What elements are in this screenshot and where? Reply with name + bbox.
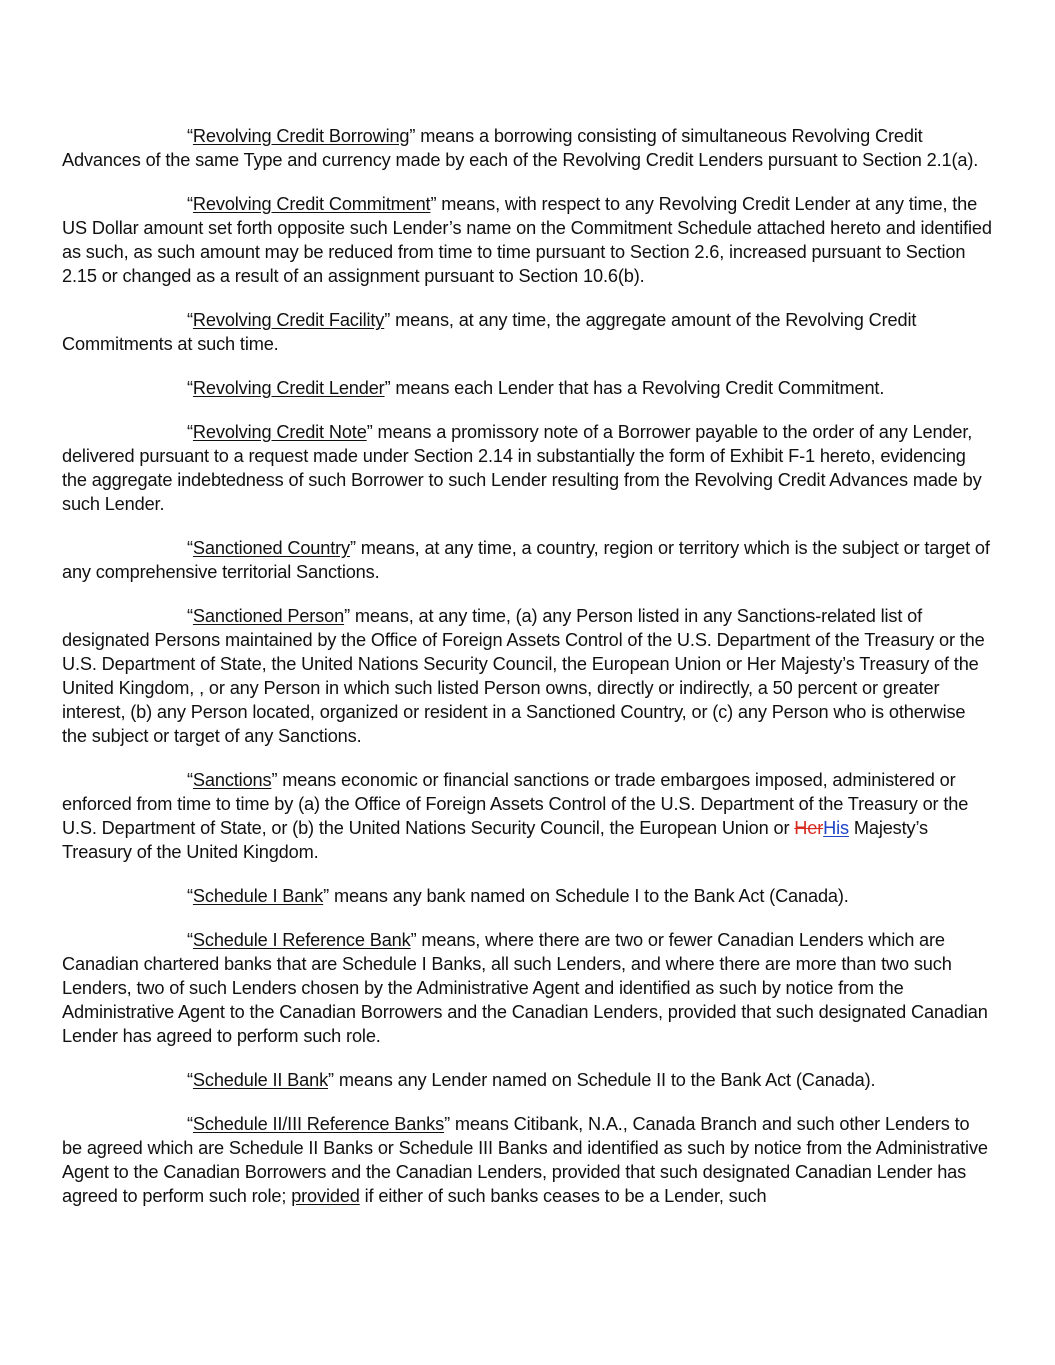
close-quote: ” (323, 886, 330, 906)
close-quote: ” (328, 1070, 334, 1090)
defined-term: Schedule II Bank (192, 1070, 329, 1090)
definition-schedule-ii-bank (62, 1068, 992, 1092)
defined-term: Sanctioned Country (192, 538, 350, 558)
definition-text-tail: Majesty’s Treasury of the United Kingdom. (62, 818, 928, 862)
definition-sanctioned-country (62, 536, 992, 584)
tracked-insertion: His (823, 818, 849, 838)
open-quote: “ (187, 310, 193, 330)
defined-term: Revolving Credit Lender (192, 378, 385, 398)
defined-term: Schedule II/III Reference Banks (192, 1114, 445, 1134)
tracked-deletion: Her (794, 818, 824, 838)
close-quote: ” (444, 1114, 450, 1134)
open-quote: “ (187, 606, 193, 626)
definition-revolving-credit-commitment (62, 192, 992, 288)
definition-revolving-credit-facility (62, 308, 992, 356)
definition-schedule-ii-iii-reference-banks (62, 1112, 992, 1208)
definition-revolving-credit-note (62, 420, 992, 516)
definition-text: means each Lender that has a Revolving Credit Commitment. (390, 378, 885, 398)
open-quote: “ (187, 126, 193, 146)
close-quote: ” (344, 606, 350, 626)
defined-term: Revolving Credit Borrowing (192, 126, 410, 146)
open-quote: “ (187, 930, 193, 950)
definition-text: means any bank named on Schedule I to the Bank Act (Canada). (329, 886, 849, 906)
open-quote: “ (187, 770, 193, 790)
definition-text: means, at any time, a country, region or territory which is the subject or target of any comprehensive territorial Sanctions. (62, 538, 990, 582)
close-quote: ” (349, 538, 356, 558)
close-quote: ” (366, 422, 373, 442)
definition-text: means economic or financial sanctions or trade embargoes imposed, administered or enforced from time to time by (a) the Office of Foreign Assets Control of the U.S. Department of the Treasury or the U.S. Department of State, or (b) the United Nations Security Council, the European Union or (62, 770, 969, 838)
open-quote: “ (187, 1114, 193, 1134)
definition-text: means, where there are two or fewer Canadian Lenders which are Canadian chartered banks that are Schedule I Banks, all such Lenders, and where there are more than two such Lenders, two of such Lenders chosen by the Administrative Agent and identified as such by notice from the Administrative Agent to the Canadian Borrowers and the Canadian Lenders, provided that such designated Canadian Lender has agreed to perform such role. (62, 930, 988, 1046)
open-quote: “ (187, 538, 193, 558)
definition-sanctioned-person (62, 604, 992, 748)
close-quote: ” (410, 930, 417, 950)
defined-term: Sanctions (192, 770, 272, 790)
underlined-proviso: provided (291, 1186, 360, 1206)
document-page (62, 124, 992, 1228)
definition-text-tail: if either of such banks ceases to be a Lender, such (359, 1186, 767, 1206)
close-quote: ” (409, 126, 416, 146)
close-quote: ” (384, 310, 391, 330)
definition-text: means a promissory note of a Borrower payable to the order of any Lender, delivered pursuant to a request made under Section 2.14 in substantially the form of Exhibit F-1 hereto, evidencing the aggregate indebtedness of such Borrower to such Lender resulting from the Revolving Credit Advances made by such Lender. (62, 422, 982, 514)
close-quote: ” (271, 770, 278, 790)
defined-term: Sanctioned Person (192, 606, 345, 626)
open-quote: “ (187, 194, 193, 214)
open-quote: “ (187, 886, 193, 906)
definition-text: means, with respect to any Revolving Credit Lender at any time, the US Dollar amount set forth opposite such Lender’s name on the Commitment Schedule attached hereto and identified as such, as such amount may be reduced from time to time pursuant to Section 2.6, increased pursuant to Section 2.15 or changed as a result of an assignment pursuant to Section 10.6(b). (62, 194, 992, 286)
defined-term: Schedule I Reference Bank (192, 930, 411, 950)
definition-revolving-credit-lender (62, 376, 992, 400)
open-quote: “ (187, 378, 193, 398)
definition-text: means any Lender named on Schedule II to the Bank Act (Canada). (333, 1070, 876, 1090)
defined-term: Revolving Credit Note (192, 422, 367, 442)
definition-revolving-credit-borrowing (62, 124, 992, 172)
definition-text: means Citibank, N.A., Canada Branch and such other Lenders to be agreed which are Schedule II Banks or Schedule III Banks and identified as such by notice from the Administrative Agent to the Canadian Borrowers and the Canadian Lenders, provided that such designated Canadian Lender has agreed to perform such role; (62, 1114, 988, 1206)
definition-text: means a borrowing consisting of simultaneous Revolving Credit Advances of the same Type and currency made by each of the Revolving Credit Lenders pursuant to Section 2.1(a). (62, 126, 979, 170)
open-quote: “ (187, 422, 193, 442)
defined-term: Schedule I Bank (192, 886, 324, 906)
definition-sanctions (62, 768, 992, 864)
definition-text: means, at any time, (a) any Person listed in any Sanctions-related list of designated Persons maintained by the Office of Foreign Assets Control of the U.S. Department of the Treasury or the U.S. Department of State, the United Nations Security Council, the European Union or Her Majesty’s Treasury of the United Kingdom, , or any Person in which such listed Person owns, directly or indirectly, a 50 percent or greater interest, (b) any Person located, organized or resident in a Sanctioned Country, or (c) any Person who is otherwise the subject or target of any Sanctions. (62, 606, 985, 746)
defined-term: Revolving Credit Facility (192, 310, 385, 330)
definition-schedule-i-reference-bank (62, 928, 992, 1048)
close-quote: ” (384, 378, 391, 398)
open-quote: “ (187, 1070, 193, 1090)
defined-term: Revolving Credit Commitment (192, 194, 431, 214)
close-quote: ” (430, 194, 437, 214)
definition-schedule-i-bank (62, 884, 992, 908)
definition-text: means, at any time, the aggregate amount of the Revolving Credit Commitments at such time. (62, 310, 917, 354)
